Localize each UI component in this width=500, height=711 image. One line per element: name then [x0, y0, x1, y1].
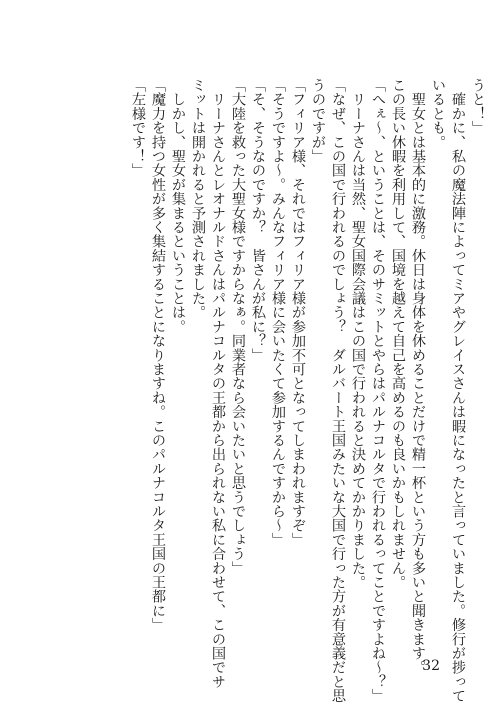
text-line-17: 「魔力を持つ女性が多く集結することになりますね。このパルナコルタ王国の王都に」	[150, 78, 166, 632]
text-line-11: 「そうですよ～。みんなフィリア様に会いたくて参加するんですから～」	[270, 78, 286, 547]
text-line-15: ミットは開かれると予測されました。	[190, 78, 206, 320]
text-line-7: リーナさんは当然、聖女国際会議はこの国で行われると決めてかかりました。	[350, 78, 366, 590]
text-line-9: うのですが」	[310, 78, 326, 164]
text-line-5: この長い休暇を利用して、国境を越えて自己を高めるのも良いかもしれません。	[390, 78, 406, 590]
text-line-12: 「そ、そうなのですか？ 皆さんが私に？」	[250, 78, 266, 362]
text-line-3: いるとも。	[430, 78, 446, 149]
text-line-8: 「なぜ、この国で行われるのでしょう？ ダルバート王国みたいな大国で行った方が有意義だと思	[330, 78, 346, 703]
text-line-1: うと！」	[470, 78, 486, 135]
page-number: 32	[422, 658, 440, 674]
text-line-10: 「フィリア様、それではフィリア様が参加不可となってしまわれますぞ」	[290, 78, 306, 547]
text-line-4: 聖女とは基本的に激務。休日は身体を休めることだけで精一杯という方も多いと聞きます。	[410, 78, 426, 675]
text-line-2: 確かに、私の魔法陣によってミアやグレイスさんは暇になったと言っていました。修行が捗って	[450, 78, 466, 703]
text-line-16: しかし、聖女が集まるということは。	[170, 78, 186, 334]
text-line-14: リーナさんとレオナルドさんはパルナコルタの王都から出られない私に合わせて、この国でサ	[210, 78, 226, 689]
text-line-6: 「へぇ～、ということは、そのサミットとやらはパルナコルタで行われるってことですよね～？」	[370, 78, 386, 703]
text-line-18: 「左様です！」	[130, 78, 146, 178]
text-line-13: 「大陸を救った大聖女様ですからなぁ。同業者なら会いたいと思うでしょう」	[230, 78, 246, 575]
